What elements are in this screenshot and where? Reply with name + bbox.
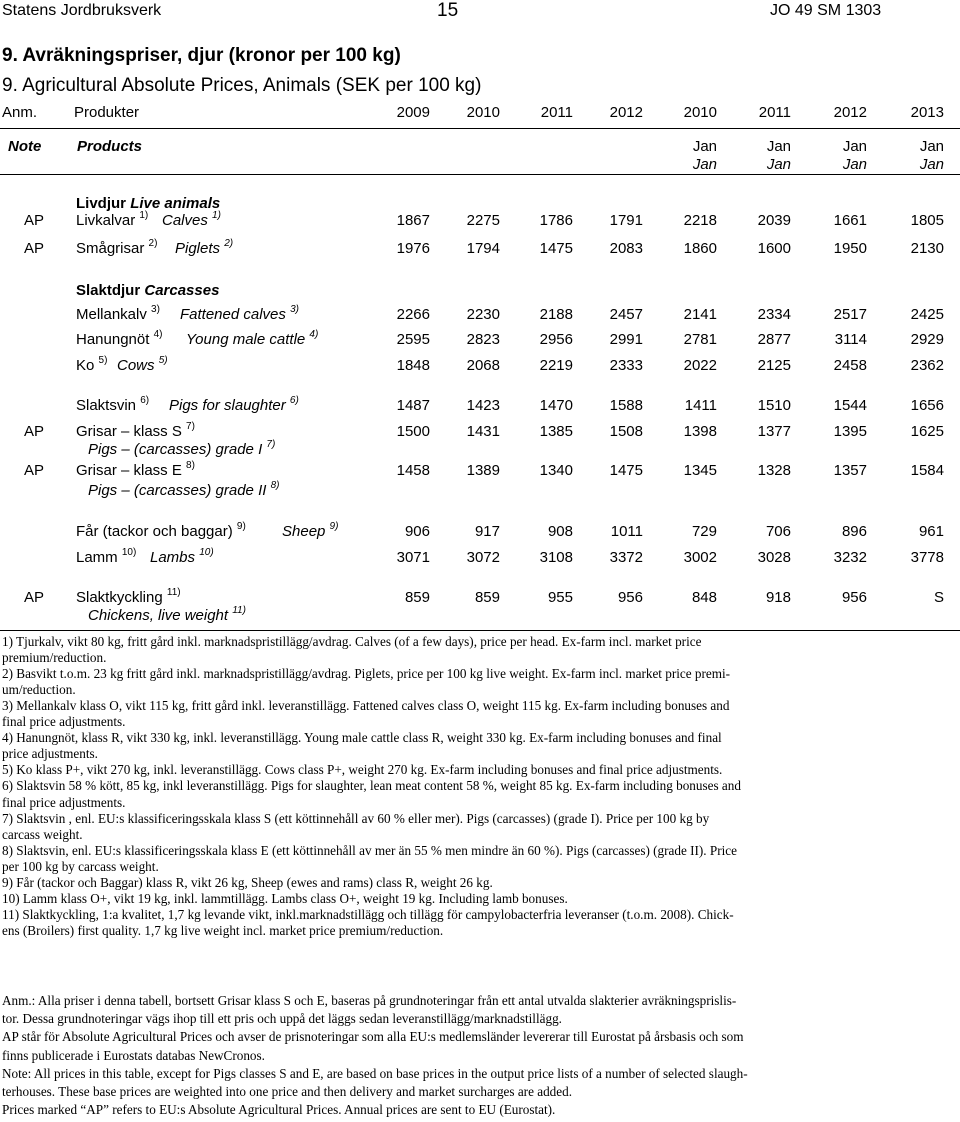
price-cell: 1794 — [466, 240, 500, 257]
price-cell: 1588 — [609, 397, 643, 414]
price-cell: 706 — [765, 523, 791, 540]
product-name-en — [88, 482, 279, 499]
price-cell: 2275 — [466, 212, 500, 229]
footnote-line: 10) Lamm klass O+, vikt 19 kg, inkl. lammtillägg. Lambs class O+, weight 19 kg. Including lamb bonuses. — [2, 890, 568, 906]
header-rule-bottom — [0, 174, 960, 175]
price-cell: 906 — [404, 523, 430, 540]
footnote-line: 9) Får (tackor och Baggar) klass R, vikt 26 kg, Sheep (ewes and rams) class R, weight 26 kg. — [2, 874, 493, 890]
footnote-line: ens (Broilers) first quality. 1,7 kg live weight incl. market price premium/reduction. — [2, 922, 444, 938]
footnote-ref: 1) — [139, 210, 149, 221]
footnote-ref: 11) — [166, 587, 181, 598]
product-name-en — [117, 357, 168, 374]
product-name-en — [150, 549, 214, 566]
footnote-line: 1) Tjurkalv, vikt 80 kg, fritt gård inkl. marknadspristillägg/avdrag. Calves (of a few days), price per head. Ex-farm incl. market price — [2, 634, 702, 649]
price-cell: 2083 — [609, 240, 643, 257]
product-sv-text: Smågrisar — [76, 240, 145, 257]
note-ap: AP — [24, 462, 45, 479]
price-cell: 2039 — [757, 212, 791, 229]
footnote-ref: 4) — [309, 329, 319, 340]
price-cell: 1860 — [683, 240, 717, 257]
price-cell: 2125 — [757, 357, 791, 374]
price-cell: 2781 — [683, 331, 717, 348]
price-cell: 2141 — [683, 306, 717, 323]
price-cell: 848 — [691, 589, 717, 606]
note-label: Note — [8, 138, 42, 155]
price-cell: 1475 — [539, 240, 573, 257]
product-sv-text: Livkalvar — [76, 212, 136, 229]
price-cell: 1791 — [609, 212, 643, 229]
price-cell: 1389 — [466, 462, 500, 479]
note-ap: AP — [24, 240, 45, 257]
product-en-text: Fattened calves — [180, 306, 286, 323]
price-cell: 1487 — [396, 397, 430, 414]
section-carc-sv: Slaktdjur — [76, 282, 141, 299]
note-line: terhouses. These base prices are weighted into one price and then delivery and market surcharges are added. — [2, 1084, 573, 1099]
price-cell: 1976 — [396, 240, 430, 257]
price-cell: 1786 — [539, 212, 573, 229]
product-en-text: Sheep — [282, 523, 326, 540]
price-cell: 1345 — [683, 462, 717, 479]
price-cell: 1385 — [539, 423, 573, 440]
price-cell: 2188 — [539, 306, 573, 323]
footnote-line: 6) Slaktsvin 58 % kött, 85 kg, inkl leveranstillägg. Pigs for slaughter, lean meat content 58 %, weight 85 kg. Ex-farm including bonuses and — [2, 778, 741, 794]
price-cell: 3778 — [910, 549, 944, 566]
footnote-ref: 6) — [140, 395, 150, 406]
footnote-ref: 8) — [186, 460, 195, 471]
table-title-sv: 9. Avräkningspriser, djur (kronor per 100 kg) — [2, 45, 401, 66]
price-cell: 3114 — [834, 331, 867, 348]
price-cell: 2458 — [833, 357, 867, 374]
price-cell: 918 — [765, 589, 791, 606]
price-cell: 2929 — [910, 331, 944, 348]
price-cell: 1950 — [833, 240, 867, 257]
header-rule-top — [0, 128, 960, 129]
year-header: 2011 — [540, 104, 573, 121]
product-name-sv — [76, 306, 160, 323]
note-line: Note: All prices in this table, except for Pigs classes S and E, are based on base prices in the output price lists of a number of selected slaugh- — [2, 1065, 748, 1081]
jan-label: Jan — [692, 156, 717, 173]
footnote-ref: 2) — [148, 238, 158, 249]
price-cell: 2595 — [396, 331, 430, 348]
footnote-line: 11) Slaktkyckling, 1:a kvalitet, 1,7 kg levande vikt, inkl.marknadstillägg och tillägg för campylobacterfria leveranser (t.o.m. 2008). Chick- — [2, 906, 734, 922]
note-ap: AP — [24, 423, 45, 440]
product-name-en — [88, 441, 275, 458]
price-cell: 1656 — [910, 397, 944, 414]
price-cell: 961 — [918, 523, 944, 540]
note-line: Prices marked “AP” refers to EU:s Absolute Agricultural Prices. Annual prices are sent to EU (Eurostat). — [2, 1102, 556, 1118]
footnote-line: final price adjustments. — [2, 714, 126, 730]
jan-label: Jan — [919, 138, 944, 155]
price-cell: 3002 — [683, 549, 717, 566]
footnote-line: um/reduction. — [2, 682, 76, 698]
price-cell: 1500 — [396, 423, 430, 440]
product-name-en — [162, 212, 221, 229]
footnote-ref: 6) — [289, 395, 299, 406]
note-line: finns publicerade i Eurostats databas NewCronos. — [2, 1047, 265, 1063]
footnote-line: 2) Basvikt t.o.m. 23 kg fritt gård inkl. marknadspristillägg/avdrag. Piglets, price per 100 kg live weight. Ex-farm incl. market price premi- — [2, 666, 731, 682]
section-live-sv: Livdjur — [76, 195, 127, 212]
price-cell: 896 — [841, 523, 867, 540]
price-cell: 1011 — [610, 523, 643, 540]
price-cell: 1357 — [833, 462, 867, 479]
price-cell: 1805 — [910, 212, 944, 229]
product-en-text: Chickens, live weight — [88, 607, 229, 624]
section-live-en: Live animals — [130, 195, 221, 212]
product-en-text: Pigs – (carcasses) grade I — [88, 441, 263, 458]
price-cell: 2457 — [609, 306, 643, 323]
price-cell: 2218 — [683, 212, 717, 229]
price-cell: 2130 — [910, 240, 944, 257]
price-cell: 2230 — [466, 306, 500, 323]
product-en-text: Young male cattle — [186, 331, 306, 348]
product-name-sv — [76, 549, 136, 566]
price-cell: 956 — [841, 589, 867, 606]
product-sv-text: Mellankalv — [76, 306, 147, 323]
price-cell: 2333 — [609, 357, 643, 374]
price-cell: 917 — [474, 523, 500, 540]
product-en-text: Pigs – (carcasses) grade II — [88, 482, 267, 499]
price-cell: 2991 — [609, 331, 643, 348]
product-name-sv — [76, 212, 148, 229]
page-number: 15 — [437, 0, 459, 21]
price-cell: 2877 — [757, 331, 791, 348]
year-header: 2013 — [910, 104, 944, 121]
footnote-line: 4) Hanungnöt, klass R, vikt 330 kg, inkl. leveranstillägg. Young male cattle class R, weight 330 kg. Ex-farm including bonuses and final — [2, 730, 722, 746]
product-name-en — [180, 306, 299, 323]
note-line: tor. Dessa grundnoteringar vägs ihop till ett pris och uppå det läggs sedan leveranstillägg/marknadstillägg. — [2, 1011, 562, 1027]
product-sv-text: Slaktsvin — [76, 397, 137, 414]
price-cell: 2022 — [683, 357, 717, 374]
header-agency: Statens Jordbruksverk — [2, 2, 162, 19]
year-header: 2012 — [609, 104, 643, 121]
price-cell: 1584 — [910, 462, 944, 479]
price-cell: 2956 — [539, 331, 573, 348]
product-sv-text: Slaktkyckling — [76, 589, 163, 606]
products-label: Products — [77, 138, 143, 155]
jan-label: Jan — [919, 156, 944, 173]
product-name-sv — [76, 523, 246, 540]
price-cell: 3028 — [757, 549, 791, 566]
price-cell: 1340 — [539, 462, 573, 479]
price-cell: 1625 — [910, 423, 944, 440]
note-ap: AP — [24, 589, 45, 606]
price-cell: 1661 — [833, 212, 867, 229]
footnote-ref: 8) — [270, 480, 280, 491]
product-name-sv — [76, 423, 195, 440]
anm-label: Anm. — [2, 104, 38, 121]
product-en-text: Lambs — [150, 549, 196, 566]
footnote-ref: 2) — [224, 238, 234, 249]
price-cell: 1395 — [833, 423, 867, 440]
price-cell: 859 — [404, 589, 430, 606]
footnote-line: carcass weight. — [2, 826, 83, 842]
year-header: 2010 — [466, 104, 500, 121]
price-cell: 1544 — [833, 397, 867, 414]
section-carc-en: Carcasses — [144, 282, 220, 299]
footnote-line: 3) Mellankalv klass O, vikt 115 kg, fritt gård inkl. leveranstillägg. Fattened calves class O, weight 115 kg. Ex-farm including bonuses and — [2, 698, 730, 714]
jan-label: Jan — [842, 138, 867, 155]
price-cell: 3232 — [833, 549, 867, 566]
year-header: 2011 — [758, 104, 791, 121]
price-cell: 1510 — [757, 397, 791, 414]
price-cell: 2334 — [757, 306, 791, 323]
product-sv-text: Ko — [76, 357, 95, 374]
product-en-text: Cows — [117, 357, 155, 374]
table-title-en: 9. Agricultural Absolute Prices, Animals (SEK per 100 kg) — [2, 75, 482, 96]
price-cell: 2425 — [910, 306, 944, 323]
price-cell: 2517 — [833, 306, 867, 323]
price-cell: 1600 — [757, 240, 791, 257]
price-cell: 2219 — [539, 357, 573, 374]
footnote-ref: 3) — [290, 304, 299, 315]
product-name-en — [169, 397, 299, 414]
product-name-sv — [76, 589, 181, 606]
footnote-ref: 7) — [266, 439, 276, 450]
footnote-ref: 10) — [199, 547, 214, 558]
product-name-sv — [76, 331, 162, 348]
product-sv-text: Grisar – klass E — [76, 462, 182, 479]
product-name-sv — [76, 357, 107, 374]
footnote-line: 7) Slaktsvin , enl. EU:s klassificeringsskala klass S (ett köttinnehåll av 60 % eller mer). Pigs (carcasses) (grade I). Price per 100 kg by — [2, 810, 710, 826]
price-cell: 3372 — [609, 549, 643, 566]
footnote-ref: 9) — [329, 521, 339, 532]
footnote-ref: 7) — [186, 421, 195, 432]
year-header: 2009 — [396, 104, 430, 121]
jan-label: Jan — [842, 156, 867, 173]
product-sv-text: Lamm — [76, 549, 118, 566]
price-cell: 2068 — [466, 357, 500, 374]
price-cell: 1398 — [683, 423, 717, 440]
price-cell: 1475 — [609, 462, 643, 479]
product-en-text: Pigs for slaughter — [169, 397, 286, 414]
price-cell: 955 — [547, 589, 573, 606]
price-cell: 1848 — [396, 357, 430, 374]
price-cell: 2266 — [396, 306, 430, 323]
footnote-line: 5) Ko klass P+, vikt 270 kg, inkl. leveranstillägg. Cows class P+, weight 270 kg. Ex-farm including bonuses and final price adjustments. — [2, 762, 723, 778]
product-sv-text: Får (tackor och baggar) — [76, 523, 233, 540]
year-header: 2010 — [683, 104, 717, 121]
product-name-en — [175, 240, 233, 257]
price-cell: 1411 — [684, 397, 717, 414]
footnote-ref: 1) — [212, 210, 221, 221]
price-cell: 729 — [691, 523, 717, 540]
price-cell: S — [933, 589, 944, 606]
price-cell: 2362 — [910, 357, 944, 374]
price-cell: 956 — [617, 589, 643, 606]
price-cell: 1508 — [609, 423, 643, 440]
note-ap: AP — [24, 212, 45, 229]
footnote-line: final price adjustments. — [2, 794, 126, 810]
header-report-id: JO 49 SM 1303 — [770, 2, 882, 19]
footnote-ref: 10) — [121, 547, 137, 558]
product-name-sv — [76, 240, 157, 257]
note-line: Anm.: Alla priser i denna tabell, bortsett Grisar klass S och E, baseras på grundnoteringar från ett antal utvalda slakterier avräkningsprislis- — [2, 993, 737, 1008]
produkter-label: Produkter — [74, 104, 140, 121]
footnote-ref: 5) — [98, 355, 108, 366]
footnote-ref: 5) — [158, 355, 168, 366]
product-name-en — [282, 523, 338, 540]
product-name-sv — [76, 397, 149, 414]
price-cell: 1458 — [396, 462, 430, 479]
product-en-text: Piglets — [175, 240, 221, 257]
jan-label: Jan — [766, 156, 791, 173]
price-cell: 1328 — [757, 462, 791, 479]
price-cell: 1423 — [466, 397, 500, 414]
product-name-en — [88, 607, 246, 624]
product-sv-text: Hanungnöt — [76, 331, 150, 348]
footnote-ref: 3) — [151, 304, 160, 315]
note-line: AP står för Absolute Agricultural Prices och avser de prisnoteringar som alla EU:s medlemsländer levererar till Eurostat på årsbasis och som — [2, 1029, 744, 1045]
price-cell: 908 — [547, 523, 573, 540]
year-header: 2012 — [833, 104, 867, 121]
price-cell: 1470 — [539, 397, 573, 414]
product-name-sv — [76, 462, 195, 479]
price-cell: 3072 — [466, 549, 500, 566]
footnote-line: premium/reduction. — [2, 650, 107, 666]
product-sv-text: Grisar – klass S — [76, 423, 182, 440]
price-cell: 3071 — [396, 549, 430, 566]
footnote-ref: 11) — [232, 605, 246, 616]
footnote-line: per 100 kg by carcass weight. — [2, 858, 159, 874]
jan-label: Jan — [692, 138, 717, 155]
footnote-line: price adjustments. — [2, 746, 98, 762]
footnote-ref: 9) — [236, 521, 246, 532]
product-en-text: Calves — [162, 212, 208, 229]
footnote-line: 8) Slaktsvin, enl. EU:s klassificeringsskala klass E (ett köttinnehåll av mer än 55 % men mindre än 60 %). Pigs (carcasses) (grade II). Price — [2, 842, 737, 858]
table-rule-bottom — [0, 630, 960, 631]
price-cell: 1377 — [757, 423, 791, 440]
section-carcasses — [76, 282, 219, 299]
product-name-en — [186, 331, 318, 348]
jan-label: Jan — [766, 138, 791, 155]
price-cell: 859 — [474, 589, 500, 606]
price-cell: 1867 — [396, 212, 430, 229]
footnote-ref: 4) — [153, 329, 163, 340]
price-cell: 2823 — [466, 331, 500, 348]
price-cell: 3108 — [539, 549, 573, 566]
price-cell: 1431 — [466, 423, 500, 440]
